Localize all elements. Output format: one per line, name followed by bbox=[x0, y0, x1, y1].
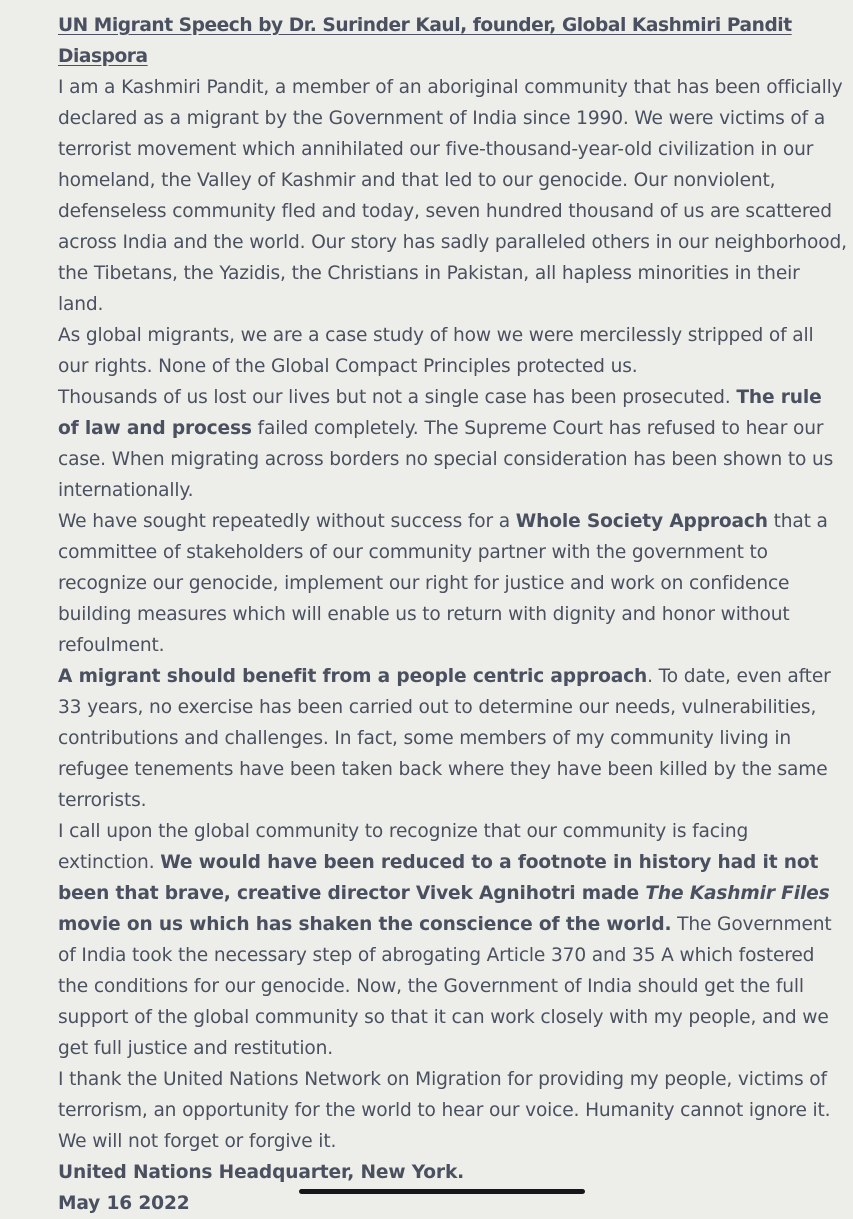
paragraph-thanks: I thank the United Nations Network on Migration for providing my people, victims of terrorism, an opportunity for the world to hear our voice. Humanity cannot ignore it. We will not forget or forgive it. bbox=[58, 1069, 831, 1152]
film-title: The Kashmir Files bbox=[645, 883, 830, 904]
bold-phrase: Whole Society Approach bbox=[515, 511, 768, 532]
paragraph-people-centric bbox=[58, 661, 848, 816]
text-run: Thousands of us lost our lives but not a single case has been prosecuted. bbox=[58, 387, 737, 408]
paragraph-global-migrants: As global migrants, we are a case study of how we were mercilessly stripped of all our rights. None of the Global Compact Principles protected us. bbox=[58, 325, 814, 377]
date-line: May 16 2022 bbox=[58, 1193, 190, 1214]
location-line: United Nations Headquarter, New York. bbox=[58, 1162, 465, 1183]
text-run: that a committee of stakeholders of our community partner with the government to recognize our genocide, implement our right for justice and work on confidence building measures which will enable us to return with dignity and honor without refoulment. bbox=[58, 511, 828, 656]
paragraph-rule-of-law bbox=[58, 382, 848, 506]
text-run: We have sought repeatedly without success for a bbox=[58, 511, 516, 532]
text-run: . To date, even after 33 years, no exercise has been carried out to determine our needs, vulnerabilities, contributions and challenges. In fact, some members of my community living in refugee tenements have been taken back where they have been killed by the same terrorists. bbox=[58, 666, 831, 811]
paragraph-whole-society bbox=[58, 506, 848, 661]
bold-phrase: The rule of law and process bbox=[58, 387, 822, 439]
paragraph-intro: I am a Kashmiri Pandit, a member of an aboriginal community that has been officially declared as a migrant by the Government of India since 1990. We were victims of a terrorist movement which annihilated our five-thousand-year-old civilization in our homeland, the Valley of Kashmir and that led to our genocide. Our nonviolent, defenseless community fled and today, seven hundred thousand of us are scattered across India and the world. Our story has sadly paralleled others in our neighborhood, the Tibetans, the Yazidis, the Christians in Pakistan, all hapless minorities in their land. bbox=[58, 77, 847, 315]
paragraph-extinction bbox=[58, 816, 848, 1064]
home-indicator-bar[interactable] bbox=[299, 1189, 585, 1194]
bold-phrase: movie on us which has shaken the conscience of the world. bbox=[58, 914, 672, 935]
document-title: UN Migrant Speech by Dr. Surinder Kaul, founder, Global Kashmiri Pandit Diaspora bbox=[58, 15, 792, 67]
text-run: I call upon the global community to recognize that our community is facing extinction. bbox=[58, 821, 749, 873]
speech-document bbox=[58, 10, 848, 1219]
text-run: failed completely. The Supreme Court has refused to hear our case. When migrating across borders no special consideration has been shown to us internationally. bbox=[58, 418, 834, 501]
text-run: The Government of India took the necessary step of abrogating Article 370 and 35 A which fostered the conditions for our genocide. Now, the Government of India should get the full support of the global community so that it can work closely with my people, and we get full justice and restitution. bbox=[58, 914, 832, 1059]
bold-phrase: We would have been reduced to a footnote in history had it not been that brave, creative director Vivek Agnihotri made bbox=[58, 852, 819, 904]
bold-phrase: A migrant should benefit from a people centric approach bbox=[58, 666, 648, 687]
